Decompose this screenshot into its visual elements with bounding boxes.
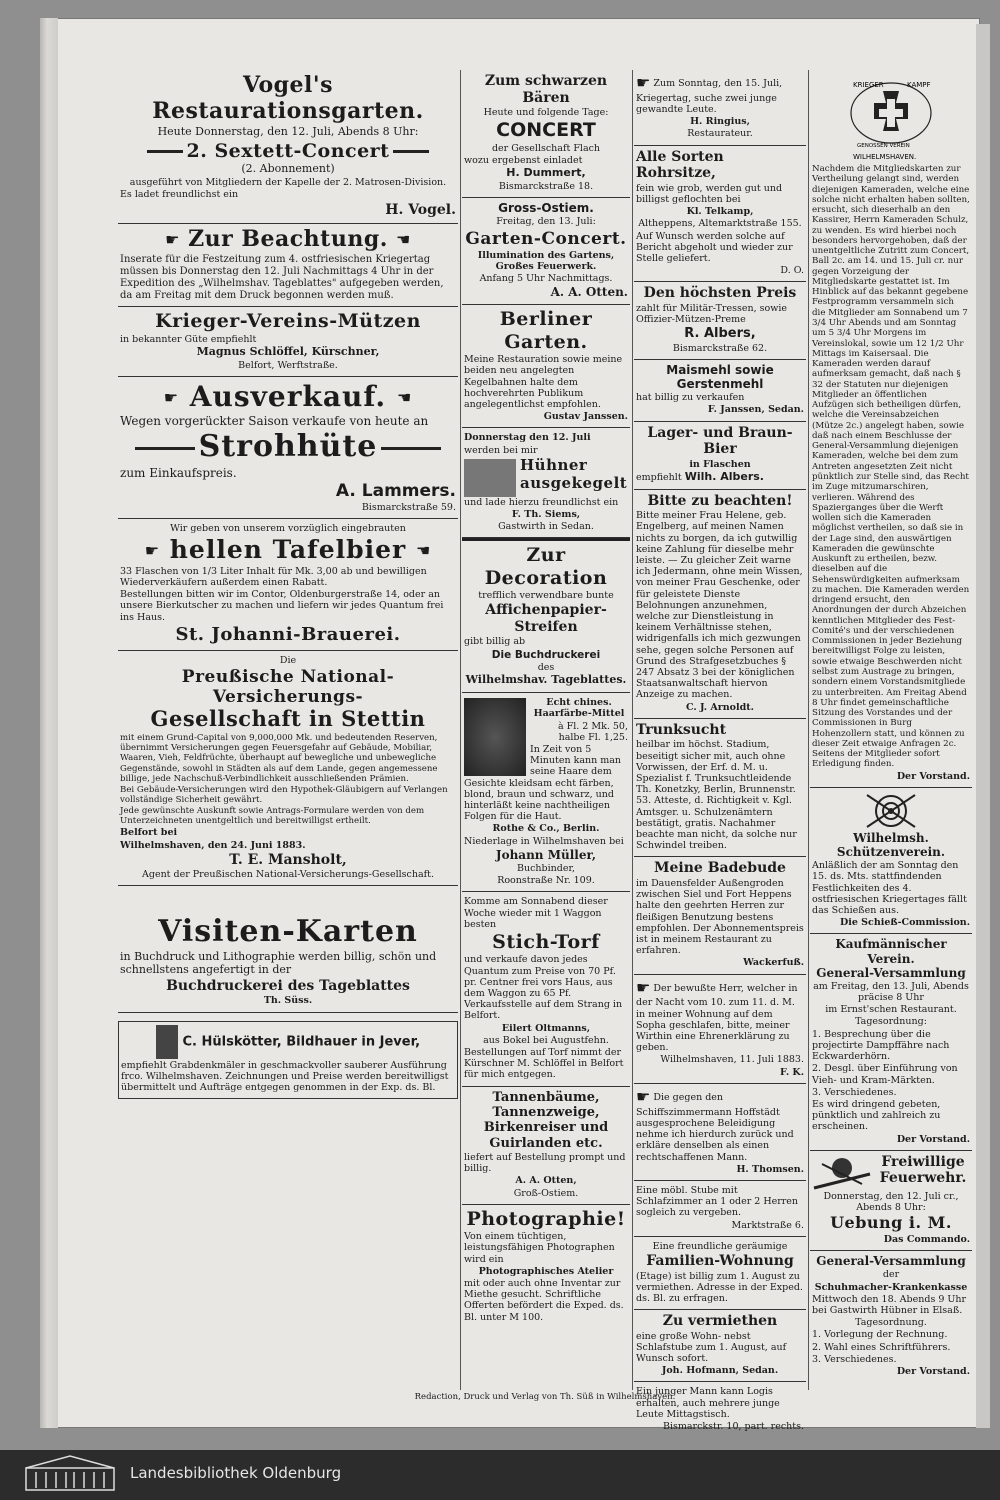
ad-text: Donnerstag, den 12. Juli cr., Abends 8 Uhr: [823, 1190, 959, 1213]
pointing-hand-icon: ☚ [396, 388, 413, 408]
column-4 [810, 70, 972, 1382]
ad-beachtung [118, 224, 458, 307]
ad-title: Zur Decoration [484, 544, 608, 589]
ad-signature: Johann Müller, [495, 847, 597, 862]
emblem-text: WILHELMSHAVEN. [853, 153, 917, 161]
ad-title: Stich-Torf [492, 931, 600, 954]
ad-text: (2. Abonnement) [241, 162, 335, 176]
iron-cross-emblem-icon [831, 73, 951, 163]
ad-text: und verkaufe davon jedes Quantum zum Preise von 70 Pf. pr. Centner frei vors Haus, aus dem Waggon zu 65 Pf. Verkaufsstelle auf dem Strang in Belfort. [464, 954, 623, 1022]
ad-headline: Uebung i. M. [830, 1213, 952, 1233]
ad-kriegerverein [810, 70, 972, 788]
ad-logis [634, 1382, 806, 1437]
ad-text: Bestellungen bitten wir im Contor, Oldenburgerstraße 14, oder an unsere Bierkutscher zu machen und liefern wir jedes Quantum frei ins Haus. [120, 589, 444, 623]
ad-signature: C. J. Arnoldt. [686, 701, 754, 713]
library-name: Landesbibliothek Oldenburg [130, 1464, 342, 1482]
ad-text: Wilhelmshaven, 11. Juli 1883. [660, 1054, 804, 1066]
ad-tafelbier [118, 519, 458, 651]
pointing-hand-icon: ☛ [163, 388, 180, 408]
ad-text: Bestellungen auf Torf nimmt der Kürschner M. Schlöffel in Belfort für mich entgegen. [464, 1047, 624, 1081]
ad-text: Marktstraße 6. [731, 1219, 804, 1231]
ad-text: in Flaschen [689, 458, 751, 470]
ad-text: Illumination des Gartens, Großes Feuerwerk. [477, 249, 615, 272]
ad-signature: Der Vorstand. [896, 1365, 970, 1377]
column-rule [808, 70, 809, 1390]
ad-feuerwehr [810, 1151, 972, 1251]
target-rifles-icon [861, 791, 921, 831]
ad-text: mit oder auch ohne Inventar zur Miethe gesucht. Schriftliche Offerten befördert die Exped. ds. Bl. unter M 100. [464, 1278, 624, 1323]
ad-title: Trunksucht [636, 721, 727, 738]
ad-text: Rothe & Co., Berlin. [492, 823, 600, 835]
column-2 [462, 70, 630, 1328]
ad-signature: A. A. Otten. [550, 285, 628, 300]
ad-title: Photographie! [466, 1207, 626, 1230]
ad-text: à Fl. 2 Mk. 50, halbe Fl. 1,25. [557, 720, 628, 743]
pointing-hand-icon: ☛ [636, 73, 651, 92]
ad-text: Restaurateur. [687, 128, 753, 140]
ad-text: Groß-Ostiem. [513, 1187, 579, 1199]
ad-vogel [118, 70, 458, 224]
ad-text: Gastwirth in Sedan. [498, 521, 594, 533]
ad-headline: Garten-Concert. [465, 228, 627, 249]
ad-title: Alle Sorten Rohrsitze, [636, 148, 724, 182]
ad-text: Meine Restauration sowie meine beiden neu angelegten Kegelbahnen halte dem hochverehrten Publikum angelegentlichst empfohlen. [464, 354, 623, 411]
ad-krankenkasse [810, 1251, 972, 1382]
ad-text: Mittwoch den 18. Abends 9 Uhr bei Gastwirth Hübner in Elsaß. [812, 1293, 967, 1316]
ad-signature: Der Vorstand. [896, 770, 970, 782]
ad-text: Heute und folgende Tage: [483, 107, 609, 119]
ad-signature: H. Dummert, [506, 166, 586, 180]
ad-title: hellen Tafelbier [169, 535, 407, 565]
ad-signature: Die Buchdruckerei [491, 648, 601, 661]
ad-title: General-Versammlung [816, 1254, 966, 1269]
ad-signature: F. K. [780, 1066, 804, 1078]
ad-text: der [882, 1269, 900, 1281]
ad-signature: H. Vogel. [385, 201, 456, 218]
emblem-text: KAMPF [907, 81, 931, 89]
ad-title: Den höchsten Preis [643, 285, 797, 302]
ad-headline [120, 140, 456, 162]
ad-title: Vogel's Restaurationsgarten. [152, 72, 424, 124]
pointing-hand-icon: ☚ [415, 541, 432, 561]
ad-title: C. Hülskötter, Bildhauer in Jever, [182, 1034, 421, 1050]
ad-maismehl [634, 360, 806, 422]
ad-title: Ausverkauf. [189, 380, 387, 414]
ad-stube [634, 1181, 806, 1237]
ad-signature: Joh. Hofmann, Sedan. [661, 1365, 779, 1377]
ad-signature: A. Lammers. [335, 480, 456, 501]
ad-title: Echt chines. Haarfärbe-Mittel [533, 697, 625, 720]
ad-title: Gross-Ostiem. [498, 201, 594, 216]
ad-text: Von einem tüchtigen, leistungsfähigen Photographen wird ein [464, 1231, 615, 1265]
ad-text: Altheppens, Altemarktstraße 155. [638, 218, 802, 230]
ad-signature: T. E. Mansholt, [229, 851, 347, 868]
ad-signature: R. Albers, [684, 326, 756, 342]
ad-text: im Dauensfelder Außengroden zwischen Siel und Fort Heppens halte den geehrten Herren zur fleißigen Benutzung bestens empfohlen. Der Abonnementspreis ist in meinem Restaurant zu erfahren. [636, 877, 804, 957]
ad-text: Es wird dringend gebeten, pünktlich und zahlreich zu erscheinen. [812, 1098, 941, 1133]
ad-text: Auf Wunsch werden solche auf Bericht abgeholt und wieder zur Stelle geliefert. [636, 230, 793, 264]
ad-kaufm [810, 934, 972, 1150]
ad-text: Jede gewünschte Auskunft sowie Antrags-Formulare werden von dem Unterzeichneten unentgeltlich und bereitwilligst ertheilt. [120, 806, 425, 827]
ad-text: In Zeit von 5 Minuten kann man seine Haare dem Gesichte kleidsam echt färben, blond, braun und schwarz, und hinterläßt keine nachtheiligen Folgen für die Haut. [464, 744, 622, 823]
ad-text: gibt billig ab [464, 636, 526, 648]
ad-signature: St. Johanni-Brauerei. [175, 623, 401, 645]
ad-text: Inserate für die Festzeitung zum 4. ostfriesischen Kriegertag müssen bis Donnerstag den 12. Juli Nachmittags 4 Uhr in der Expedition des „Wilhelmshav. Tageblattes" aufgegeben werden, da am Freitag mit dem Druck begonnen werden muß. [120, 254, 444, 301]
ad-headline-text: Strohhüte [198, 429, 378, 465]
ad-text: Bismarckstraße 18. [498, 181, 594, 193]
bowling-woodcut-image [464, 459, 516, 497]
ad-text: (Etage) ist billig zum 1. August zu vermiethen. Adresse in der Exped. ds. Bl. zu erfragen. [636, 1270, 803, 1304]
ad-headline: Affichenpapier-Streifen [485, 602, 607, 635]
portrait-woodcut-image [464, 698, 526, 776]
ad-herr [634, 975, 806, 1084]
ad-text: Ein junger Mann kann Logis erhalten, auch mehrere junge Leute Mittagstisch. [636, 1386, 780, 1420]
ad-title: Hühner ausgekegelt [520, 455, 628, 492]
ad-signature: Eilert Oltmanns, [501, 1022, 591, 1034]
ad-signature: Magnus Schlöffel, Kürschner, [196, 344, 380, 358]
ad-text: mit einem Grund-Capital von 9,000,000 Mk. und bedeutenden Reserven, übernimmt Versicherungen gegen Feuersgefahr auf Gebäude, Mobiliar, Waaren, Vieh, Feldfrüchte, überhaupt auf bewegliche und unbewegliche Gegenstände, sowohl in Städten als auf dem Lande, gegen angemessene billige, jede Nachschuß-Verbindlichkeit ausschließenden Prämien. [120, 733, 438, 784]
ad-title: Wilhelmsh. Schützenverein. [836, 830, 946, 860]
ad-signature: F. Janssen, Sedan. [707, 404, 804, 416]
column-rule [460, 70, 461, 1390]
ad-text: Bismarckstraße 59. [361, 501, 456, 513]
ad-text: Niederlage in Wilhelmshaven bei [464, 835, 624, 847]
ad-text: Belfort bei [120, 827, 178, 839]
ad-text: Bismarckstr. 10, part. rechts. [662, 1421, 804, 1433]
ad-headline-text: 2. Sextett-Concert [186, 139, 390, 162]
ad-title: Zu vermiethen [662, 1313, 778, 1330]
ad-photo [462, 1205, 630, 1328]
page-stack-edge [40, 18, 58, 1428]
ad-text: am Freitag, den 13. Juli, Abends präcise 8 Uhr [813, 980, 969, 1004]
agenda-item: 2. Desgl. über Einführung von Vieh- und Kram-Märkten. [812, 1063, 958, 1086]
ad-text: liefert auf Bestellung prompt und billig. [464, 1152, 626, 1175]
ad-text: in bekannter Güte empfiehlt [120, 333, 257, 345]
ad-text: D. O. [780, 265, 804, 277]
ad-tannen [462, 1087, 630, 1205]
ad-text: Th. Süss. [263, 995, 313, 1007]
imprint-footer: Redaction, Druck und Verlag von Th. Süß in Wilhelmshaven. [414, 1392, 676, 1402]
ad-text: Bismarckstraße 62. [672, 342, 768, 354]
ad-text: Der bewußte Herr, welcher in der Nacht vom 10. zum 11. d. M. in meiner Wohnung auf dem Sopha geschlafen, bitte, meiner Wirthin eine Ehrenerklärung zu geben. [636, 982, 798, 1054]
ad-signature: Wilh. Albers. [684, 469, 764, 483]
pointing-hand-icon: ☛ [636, 1086, 651, 1106]
ad-decoration [462, 538, 630, 693]
pointing-hand-icon: ☛ [165, 229, 180, 249]
agenda-item: 1. Besprechung über die projectirte Dampffähre nach Eckwarderhörn. [812, 1028, 950, 1063]
ad-text: Buchbinder, [517, 863, 575, 875]
ad-ausverkauf [118, 377, 458, 519]
column-3 [634, 70, 806, 1437]
ad-text: Die [279, 655, 297, 667]
ad-title: Preußische National-Versicherungs- [181, 667, 395, 708]
ad-title: Zum schwarzen Bären [484, 73, 608, 106]
agenda-item: 3. Verschiedenes. [812, 1353, 897, 1365]
ad-text: zahlt für Militär-Tressen, sowie Offizier-Mützen-Preme [636, 302, 788, 326]
ad-text: Wilhelmshav. Tageblattes. [465, 673, 627, 687]
agenda-item: 1. Vorlegung der Rechnung. [812, 1329, 948, 1341]
ad-text: Heute Donnerstag, den 12. Juli, Abends 8 Uhr: [157, 124, 419, 138]
column-rule [632, 70, 633, 1390]
ad-text: Komme am Sonnabend dieser Woche wieder mit 1 Waggon besten [464, 896, 608, 930]
ad-title: Kaufmännischer Verein. [835, 937, 947, 966]
ad-title: Maismehl sowie Gerstenmehl [666, 362, 774, 391]
ad-versicherung [118, 651, 458, 886]
pointing-hand-icon: ☛ [144, 541, 161, 561]
ad-text: trefflich verwendbare bunte [478, 590, 614, 602]
ad-text: im Ernst'schen Restaurant. [825, 1004, 957, 1016]
ad-text: Es ladet freundlichst ein [120, 189, 239, 201]
ad-text: Roonstraße Nr. 109. [497, 875, 595, 887]
ad-text: Agent der Preußischen National-Versicherungs-Gesellschaft. [142, 869, 434, 881]
ad-signature: A. A. Otten, [515, 1175, 577, 1187]
ad-preis [634, 282, 806, 359]
ad-signature: H. Ringius, [690, 116, 750, 128]
agenda-item: 3. Verschiedenes. [812, 1086, 897, 1098]
ad-title: Gesellschaft in Stettin [150, 706, 426, 732]
ad-signature: Buchdruckerei des Tageblattes [166, 977, 410, 994]
ad-berliner [462, 305, 630, 428]
ad-text: Zum Sonntag, den 15. Juli, Kriegertag, suche zwei junge gewandte Leute. [636, 77, 783, 116]
ad-text: des [537, 662, 555, 674]
pointing-hand-icon: ☚ [396, 229, 411, 249]
ad-title: Freiwillige Feuerwehr. [879, 1153, 967, 1187]
ad-vermiethen [634, 1310, 806, 1382]
ad-visiten [118, 886, 458, 1012]
ad-text: Eine freundliche geräumige [652, 1240, 788, 1252]
ad-title: Berliner Garten. [499, 308, 593, 353]
ad-text: Nachdem die Mitgliedskarten zur Vertheilung gelangt sind, werden diejenigen Kameraden, welche eine solche nicht erhalten haben sollten, ersucht, sich dieserhalb an den Kassirer, Herrn Kameraden Schulz, zu wenden. Es wird hierbei noch besonders hervorgehoben, daß der unentgeltliche Zutritt zum Concert, Ball 2c. am 14. und 15. Juli cr. nur gegen Vorzeigung der Mitgliedskarte gestattet ist. Im Hinblick auf das bekannt gegebene Festprogramm versammeln sich die Mitglieder am Sonnabend um 7 3/4 Uhr Abends und am Sonntag um 5 3/4 Uhr Morgens im Vereinslokal, sowie um 12 1/2 Uhr Mittags im Kaisersaal. Die Kameraden werden darauf aufmerksam gemacht, daß nach § 32 der Statuten nur diejenigen Mitglieder an öffentlichen Aufzügen sich betheiligen dürfen, welche die Vereinsabzeichen (Mütze 2c.) angelegt haben, sowie daß nach einem Beschlusse der General-Versammlung diejenigen Kameraden, welche bei dem zum Antreten angesetzten Zeit nicht pünktlich zur Stelle sind, das Recht im Zuge mitzumarschiren, verlieren. Während des Spazierganges über die Werft wollen sich die Kameraden möglichst vertheilen, so daß sie in der Lage sind, den auswärtigen Kameraden die gewünschte Auskunft zu ertheilen, bezw. dieselben auf die Sehenswürdigkeiten aufmerksam zu machen. Die Kameraden werden dringend ersucht, den Anordnungen der durch Abzeichen kenntlichen Mitglieder des Fest-Comité's und der verschiedenen Commissionen in jeder Beziehung bereitwilligst Folge zu leisten, sowie etwaige Beschwerden nicht selbst zum Austrage zu bringen, sondern einem Vorstandsmitgliede zu unterbreiten. Am Freitag Abend 8 Uhr findet gemeinschaftliche Sitzung des Vorstandes und der Commissionen in Burg Hohenzollern statt, und können zu dieser Zeit etwaige Anfragen 2c. Seitens der Mitglieder sofort Erledigung finden. [812, 164, 970, 770]
ad-muetzen [118, 307, 458, 377]
agenda-item: 2. Wahl eines Schriftführers. [812, 1341, 951, 1353]
column-1 [118, 70, 458, 1099]
ad-text: hat billig zu verkaufen [636, 392, 745, 404]
ad-ostiem [462, 198, 630, 305]
emblem-text: KRIEGER [853, 81, 884, 89]
library-building-icon [24, 1454, 116, 1492]
ad-text: Freitag, den 13. Juli: [496, 216, 596, 228]
ad-huelskoetter [118, 1021, 458, 1100]
ad-text: in Buchdruck und Lithographie werden billig, schön und schnellstens angefertigt in der [120, 949, 437, 976]
ad-headline: General-Versammlung [816, 965, 966, 980]
ad-text: ausgeführt von Mitgliedern der Kapelle der 2. Matrosen-Division. [129, 177, 447, 189]
ad-text: wozu ergebenst einladet [464, 154, 583, 166]
ad-text: Wilhelmshaven, den 24. Juni 1883. [120, 839, 306, 851]
ad-signature: Die Schieß-Commission. [839, 917, 970, 929]
ad-haarfarbe [462, 693, 630, 892]
ad-wohnung [634, 1237, 806, 1310]
ad-text: werden bei mir [464, 444, 538, 456]
ad-text: Bitte meiner Frau Helene, geb. Engelberg, auf meinen Namen nichts zu borgen, da ich gutwillig keine Zahlung für dieselbe mehr leiste. — Zu gleicher Zeit warne ich Jedermann, ohne mein Wissen, von meiner Frau Geschenke, oder für geleistete Dienste Belohnungen anzunehmen, welche zur Dienstleistung in keinem Verhältnisse stehen, widrigenfalls ich mich gezwungen sehe, gegen solche Personen auf Grund des Strafgesetzbuches § 247 Absatz 3 bei der königlichen Staatsanwaltschaft hiervon Anzeige zu machen. [636, 510, 803, 701]
ad-text: Belfort, Werftstraße. [238, 359, 338, 371]
ad-headline: Photographisches Atelier [478, 1265, 614, 1277]
ad-title: Visiten-Karten [158, 914, 418, 950]
ad-title: Meine Badebude [654, 860, 786, 877]
ad-headline: Schuhmacher-Krankenkasse [814, 1281, 968, 1293]
ad-signature: H. Thomsen. [736, 1163, 804, 1175]
fire-brigade-emblem-icon [812, 1154, 872, 1190]
ad-trunksucht [634, 719, 806, 858]
ad-text: Anläßlich der am Sonntag den 15. ds. Mts. stattfindenden Festlichkeiten des 4. ostfriesischen Kriegertages fällt das Schießen aus. [812, 860, 967, 916]
ad-baeren [462, 70, 630, 198]
ad-signature: Wackerfuß. [743, 957, 804, 969]
ad-text: Wegen vorgerückter Saison verkaufe von heute an [120, 414, 429, 429]
ad-text: fein wie grob, werden gut und billigst geflochten bei [636, 182, 783, 205]
ad-headline [120, 429, 456, 464]
ad-text: heilbar im höchst. Stadium, beseitigt sicher mit, auch ohne Vorwissen, der Erf. d. M. u. Spezialist f. Trunksuchtleidende Th. Konetzky, Berlin, Brunnenstr. 53. Atteste, d. Richtigkeit v. Kgl. Amtsger. u. Schulzenämtern bestätigt, gratis. Nachahmer beachte man nicht, da solche nur Schwindel treiben. [636, 739, 797, 852]
ad-schuetzen [810, 788, 972, 935]
ad-title: Zur Beachtung. [188, 226, 388, 253]
ad-title: Familien-Wohnung [646, 1252, 794, 1269]
ad-signature: F. Th. Siems, [511, 509, 581, 521]
ad-text: Anfang 5 Uhr Nachmittags. [479, 273, 613, 285]
ad-thomsen [634, 1084, 806, 1181]
ad-badebude [634, 857, 806, 974]
ad-kriegertag [634, 70, 806, 146]
ad-signature: Das Commando. [883, 1234, 970, 1245]
emblem-text: GENOSSEN VEREIN [857, 143, 910, 149]
ad-title: Krieger-Vereins-Mützen [155, 310, 421, 333]
ad-huehner [462, 428, 630, 538]
ad-title: Tannenbäume, Tannenzweige, Birkenreiser und Guirlanden etc. [483, 1089, 609, 1151]
ad-text: Wir geben von unserem vorzüglich eingebrauten [170, 523, 406, 535]
page-right-edge [976, 24, 990, 1428]
ad-text: eine große Wohn- nebst Schlafstube zum 1. August, auf Wunsch sofort. [636, 1330, 787, 1365]
ad-text: und lade hierzu freundlichst ein [464, 496, 619, 508]
ad-text: Tagesordnung: [855, 1016, 927, 1028]
ad-rohrsitze [634, 146, 806, 283]
pointing-hand-icon: ☛ [636, 977, 651, 997]
ad-text: aus Bokel bei Augustfehn. [483, 1034, 609, 1046]
gravestone-cross-icon [156, 1025, 178, 1059]
ad-text: Eine möbl. Stube mit Schlafzimmer an 1 oder 2 Herren sogleich zu vergeben. [636, 1184, 799, 1219]
ad-text: Die gegen den Schiffszimmermann Hoffstädt ausgesprochene Beleidigung nehme ich hierdurch zurück und erkläre denselben als einen rechtschaffenen Mann. [636, 1091, 794, 1163]
ad-text: empfiehlt [636, 471, 682, 483]
ad-signature: Kl. Telkamp, [686, 206, 754, 218]
ad-text: zum Einkaufspreis. [120, 465, 237, 480]
ad-bitte [634, 490, 806, 719]
ad-text: Donnerstag den 12. Juli [464, 432, 591, 444]
ad-title: Bitte zu beachten! [647, 492, 793, 509]
ad-bier [634, 422, 806, 490]
ad-headline: CONCERT [496, 119, 596, 142]
ad-signature: Der Vorstand. [896, 1133, 970, 1145]
ad-torf [462, 892, 630, 1086]
ad-text: Tagesordnung. [855, 1317, 927, 1329]
ad-text: der Gesellschaft Flach [491, 142, 601, 154]
ad-text: Bei Gebäude-Versicherungen wird den Hypothek-Gläubigern auf Verlangen vollständige Sicherheit gewährt. [120, 784, 448, 805]
ad-title: Lager- und Braun-Bier [647, 424, 793, 458]
ad-text: empfiehlt Grabdenkmäler in geschmackvoller sauberer Ausführung frco. Wilhelmshaven. Zeichnungen und Preise werden bereitwilligst übermittelt und Aufträge entgegen genommen in der Exp. ds. Bl. [121, 1059, 449, 1093]
ad-signature: Gustav Janssen. [543, 411, 628, 423]
ad-text: 33 Flaschen von 1/3 Liter Inhalt für Mk. 3,00 ab und bewilligen Wiederverkäufern außerdem einen Rabatt. [120, 565, 427, 588]
